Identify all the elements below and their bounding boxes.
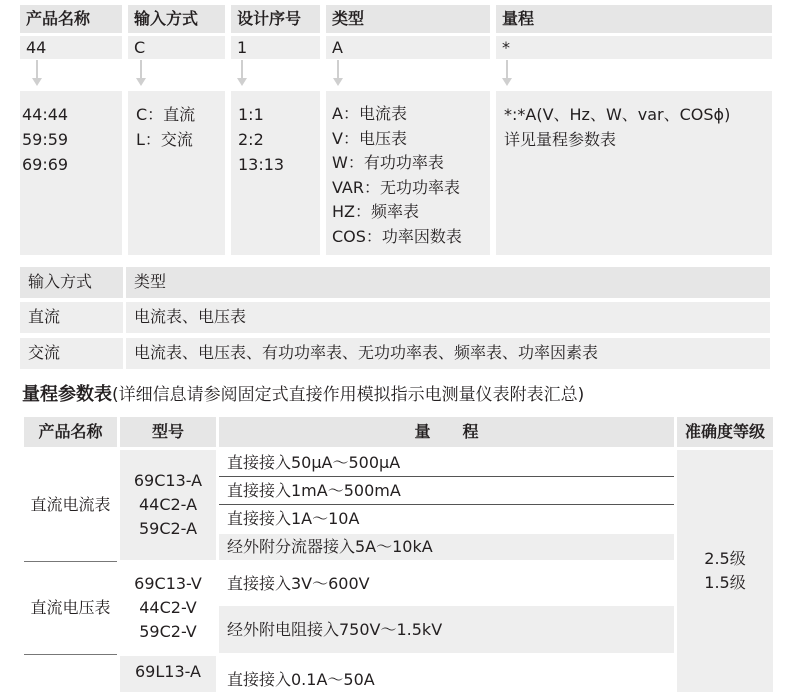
code-header-range: 量程 [496,5,772,33]
model-label: 69C13-V [134,574,202,593]
range-header-accuracy: 准确度等级 [677,417,773,447]
code-header-product-name: 产品名称 [20,5,122,33]
model-label: 69L13-A [135,662,201,681]
models-dc-voltmeter [120,563,216,653]
code-options-type [326,91,490,255]
range-row: 直接接入3V～600V [227,574,370,593]
accuracy-label: 1.5级 [704,573,746,592]
group-divider [24,561,117,562]
type-header-type: 类型 [126,267,770,298]
down-arrow-icon [333,60,343,88]
model-label: 44C2-V [139,598,197,617]
code-options-design-number [231,91,320,255]
code-header-input-mode: 输入方式 [128,5,225,33]
code-options-product-name [20,91,122,255]
models-dc-ammeter [120,450,216,560]
product-name-dc-ammeter [24,450,117,560]
down-arrow-icon [502,60,512,88]
option-item: COS：功率因数表 [332,226,462,246]
type-row-ac-types: 电流表、电压表、有功功率表、无功功率表、频率表、功率因素表 [126,338,770,369]
product-name-label: 直流电压表 [30,598,111,617]
code-example-product-name: 44 [20,36,122,59]
model-label: 59C2-A [138,519,198,538]
product-name-label: 直流电流表 [30,495,111,514]
type-header-input-mode: 输入方式 [20,267,123,298]
code-options-input-mode [128,91,225,255]
range-row: 直接接入0.1A～50A [227,670,375,689]
code-example-design-number: 1 [231,36,320,59]
type-row-dc-mode: 直流 [20,302,123,333]
option-item: VAR：无功功率表 [332,177,460,197]
option-item: L：交流 [136,130,193,149]
range-row: 直接接入1mA～500mA [227,481,401,500]
range-row: 直接接入1A～10A [227,509,360,528]
option-item: 1:1 [238,105,264,124]
option-item: 59:59 [22,130,69,149]
model-label: 69C13-A [133,471,203,490]
option-item: HZ：频率表 [332,202,419,221]
option-item: V：电压表 [332,128,407,148]
option-item: *:*A(V、Hz、W、var、COSϕ) [504,105,731,124]
option-item: 44:44 [22,105,69,124]
option-item: 69:69 [22,155,69,174]
row-divider [219,476,674,477]
model-label: 44C2-A [138,495,198,514]
models-ac-ammeter [120,656,216,692]
group-divider [24,654,117,655]
option-item: 13:13 [238,155,285,174]
range-section-title: 量程参数表 [22,384,112,405]
option-item: 2:2 [238,130,264,149]
range-section-note: (详细信息请参阅固定式直接作用模拟指示电测量仪表附表汇总) [112,385,585,405]
row-divider [219,504,674,505]
range-row: 经外附电阻接入750V～1.5kV [219,606,674,653]
product-name-dc-voltmeter [24,563,117,653]
range-row: 经外附分流器接入5A～10kA [219,534,674,560]
down-arrow-icon [136,60,146,88]
accuracy-label: 2.5级 [704,549,746,568]
range-header-model: 型号 [120,417,216,447]
down-arrow-icon [32,60,42,88]
model-label: 59C2-V [139,622,197,641]
accuracy-cell [677,450,773,692]
type-row-dc-types: 电流表、电压表 [126,302,770,333]
range-section-heading [22,382,584,408]
code-example-range: * [496,36,772,59]
option-item: C：直流 [136,105,196,124]
type-row-ac-mode: 交流 [20,338,123,369]
range-header-range: 量 程 [219,417,674,447]
code-example-type: A [326,36,490,59]
option-item: A：电流表 [332,104,407,123]
code-header-design-number: 设计序号 [231,5,320,33]
code-example-input-mode: C [128,36,225,59]
range-header-product-name: 产品名称 [24,417,117,447]
range-row: 直接接入50μA～500μA [227,453,401,472]
code-header-type: 类型 [326,5,490,33]
down-arrow-icon [237,60,247,88]
code-options-range [496,91,772,255]
option-item: 详见量程参数表 [504,130,617,149]
option-item: W：有功功率表 [332,153,444,172]
